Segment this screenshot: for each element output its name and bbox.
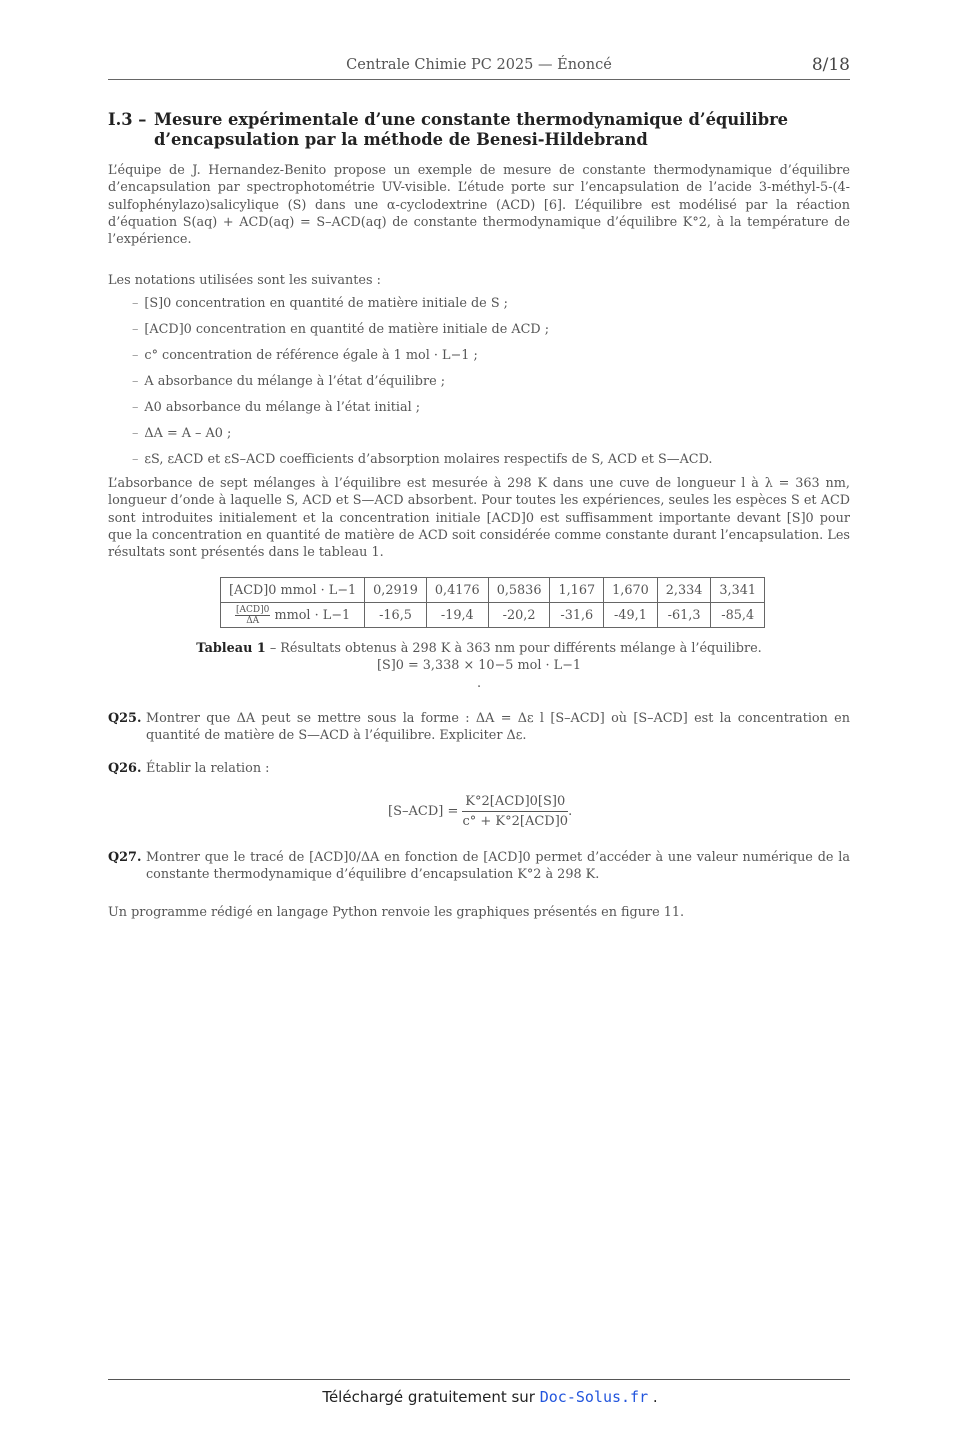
footer: Téléchargé gratuitement sur Doc-Solus.fr .	[322, 1388, 658, 1406]
section-heading	[108, 110, 850, 150]
table-cell: -85,4	[711, 603, 765, 628]
footer-rule	[108, 1379, 850, 1380]
header-title: Centrale Chimie PC 2025 — Énoncé	[346, 57, 612, 73]
question-27: Q27. Montrer que le tracé de [ACD]0/ΔA en fonction de [ACD]0 permet d’accéder à une valeur numérique de la constante thermodynamique d’équilibre d’encapsulation K°2 à 298 K.	[108, 850, 850, 883]
notations-intro: Les notations utilisées sont les suivantes :	[108, 273, 381, 288]
table-cell: -19,4	[426, 603, 488, 628]
table-caption: Tableau 1 – Résultats obtenus à 298 K à 363 nm pour différents mélange à l’équilibre.	[196, 641, 762, 656]
equation-fraction: K°2[ACD]0[S]0 c° + K°2[ACD]0	[462, 794, 569, 829]
list-item: – [S]0 concentration en quantité de matière initiale de S ;	[132, 296, 508, 311]
table-cell: -61,3	[657, 603, 711, 628]
table-cell: 3,341	[711, 578, 765, 603]
table-row	[221, 578, 765, 603]
section-number: I.3 –	[108, 110, 147, 129]
caption-line3: .	[476, 676, 482, 691]
section-title: Mesure expérimentale d’une constante thermodynamique d’équilibre d’encapsulation par la méthode de Benesi-Hildebrand	[154, 110, 789, 149]
list-item: – εS, εACD et εS–ACD coefficients d’absorption molaires respectifs de S, ACD et S—ACD.	[132, 452, 713, 467]
list-item: – [ACD]0 concentration en quantité de matière initiale de ACD ;	[132, 322, 550, 337]
question-26: Q26. Établir la relation :	[108, 761, 270, 776]
list-item: – c° concentration de référence égale à 1 mol · L−1 ;	[132, 348, 478, 363]
question-25: Q25. Montrer que ΔA peut se mettre sous la forme : ΔA = Δε l [S–ACD] où [S–ACD] est la concentration en quantité de matière de S—ACD à l’équilibre. Expliciter Δε.	[108, 711, 850, 744]
results-table	[220, 577, 765, 628]
page-header	[108, 55, 850, 80]
table-cell: -49,1	[604, 603, 658, 628]
intro-paragraph: L’équipe de J. Hernandez-Benito propose un exemple de mesure de constante thermodynamique d’équilibre d’encapsulation par spectrophotométrie UV-visible. L’étude porte sur l’encapsulation de l’acide 3-méthyl-5-(4-sulfophénylazo)salicylique (S) dans une α-cyclodextrine (ACD) [6]. L’équilibre est modélisé par la réaction d’équation S(aq) + ACD(aq) = S–ACD(aq) de constante thermodynamique d’équilibre K°2, à la température de l’expérience.	[108, 163, 850, 248]
table-cell: 0,5836	[488, 578, 550, 603]
row-header: $\frac{\text{[ACD]0}}{\Delta A}$ mmol · L−1	[221, 603, 365, 628]
table-cell: 0,4176	[426, 578, 488, 603]
fraction: $\frac{\text{[ACD]0}}{\Delta A}$	[236, 604, 270, 626]
outro-paragraph: Un programme rédigé en langage Python renvoie les graphiques présentés en figure 11.	[108, 905, 685, 920]
table-cell: -16,5	[365, 603, 427, 628]
equation: [S–ACD] = K°2[ACD]0[S]0 c° + K°2[ACD]0 .	[388, 794, 573, 829]
experiment-paragraph: L’absorbance de sept mélanges à l’équilibre est mesurée à 298 K dans une cuve de longueur l à λ = 363 nm, longueur d’onde à laquelle S, ACD et S—ACD absorbent. Pour toutes les expériences, seules les espèces S et ACD sont introduites initialement et la concentration initiale [ACD]0 est suffisamment importante devant [S]0 pour que la concentration en quantité de matière de ACD soit considérée comme constante durant l’encapsulation. Les résultats sont présentés dans le tableau 1.	[108, 476, 850, 561]
table-cell: -31,6	[550, 603, 604, 628]
table-cell: 0,2919	[365, 578, 427, 603]
caption-line2: [S]0 = 3,338 × 10−5 mol · L−1	[377, 658, 581, 673]
table-cell: 1,670	[604, 578, 658, 603]
list-item: – A0 absorbance du mélange à l’état initial ;	[132, 400, 421, 415]
list-item: – ΔA = A – A0 ;	[132, 426, 232, 441]
table-cell: 2,334	[657, 578, 711, 603]
table-cell: -20,2	[488, 603, 550, 628]
doc-solus-link[interactable]: Doc-Solus.fr	[539, 1388, 649, 1406]
page-number: 8/18	[811, 55, 850, 75]
table-row	[221, 603, 765, 628]
list-item: – A absorbance du mélange à l’état d’équilibre ;	[132, 374, 446, 389]
table-cell: 1,167	[550, 578, 604, 603]
row-header: [ACD]0 mmol · L−1	[221, 578, 365, 603]
